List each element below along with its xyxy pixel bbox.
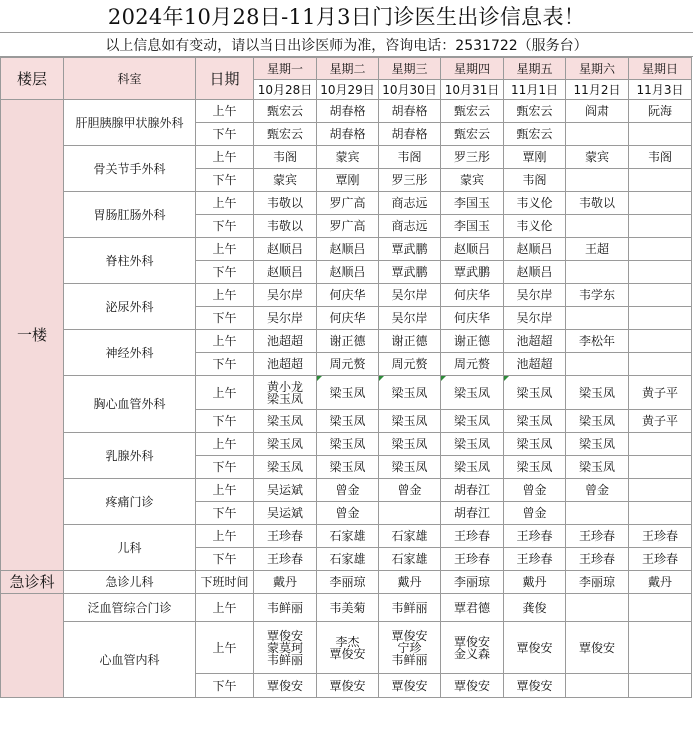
doctor-cell: 覃刚 [317,169,379,192]
doctor-cell: 韦阁 [629,146,692,169]
weekday-header: 星期四 [441,58,504,80]
header-floor: 楼层 [1,58,64,100]
doctor-cell: 吴尔岸 [504,284,566,307]
header-dept: 科室 [64,58,196,100]
doctor-cell: 梁玉凤 [379,456,441,479]
doctor-cell: 王珍春 [629,525,692,548]
table-row [1,571,692,594]
doctor-cell: 梁玉凤 [504,410,566,433]
period-label: 上午 [196,594,254,622]
doctor-cell: 周元赘 [379,353,441,376]
doctor-cell: 王珍春 [441,525,504,548]
doctor-cell [629,169,692,192]
doctor-cell: 石家雄 [379,525,441,548]
doctor-cell: 梁玉凤 [504,376,566,410]
doctor-cell: 梁玉凤 [317,433,379,456]
doctor-cell: 胡春江 [441,479,504,502]
doctor-cell: 梁玉凤 [441,433,504,456]
doctor-cell: 石家雄 [379,548,441,571]
doctor-cell [629,284,692,307]
doctor-cell: 戴丹 [379,571,441,594]
department-name: 乳腺外科 [64,433,196,479]
doctor-cell: 韦义伦 [504,192,566,215]
department-name: 疼痛门诊 [64,479,196,525]
doctor-cell: 李杰 覃俊安 [317,622,379,674]
period-label: 上午 [196,376,254,410]
doctor-cell: 甄宏云 [254,123,317,146]
department-name: 神经外科 [64,330,196,376]
doctor-cell: 罗三彤 [441,146,504,169]
doctor-cell: 梁玉凤 [254,410,317,433]
doctor-cell: 胡春格 [379,123,441,146]
doctor-cell [379,502,441,525]
department-name: 心血管内科 [64,622,196,698]
date-header: 11月1日 [504,80,566,100]
doctor-cell: 胡春格 [317,123,379,146]
doctor-cell: 甄宏云 [441,100,504,123]
doctor-cell: 梁玉凤 [379,376,441,410]
doctor-cell: 戴丹 [504,571,566,594]
doctor-cell [566,594,629,622]
period-label: 下午 [196,261,254,284]
doctor-cell: 梁玉凤 [254,433,317,456]
period-label: 上午 [196,100,254,123]
doctor-cell: 胡春江 [441,502,504,525]
doctor-cell [629,433,692,456]
period-label: 下午 [196,502,254,525]
doctor-cell: 韦敬以 [254,192,317,215]
period-label: 下午 [196,123,254,146]
doctor-cell: 王珍春 [441,548,504,571]
table-row [1,192,692,215]
doctor-cell [566,674,629,698]
doctor-cell [629,307,692,330]
doctor-cell: 覃俊安 [254,674,317,698]
doctor-cell: 甄宏云 [441,123,504,146]
doctor-cell: 覃刚 [504,146,566,169]
doctor-cell: 赵顺吕 [504,261,566,284]
doctor-cell: 梁玉凤 [504,456,566,479]
doctor-cell [629,192,692,215]
doctor-cell: 曾金 [317,502,379,525]
doctor-cell: 王珍春 [566,548,629,571]
doctor-cell [629,330,692,353]
doctor-cell: 曾金 [317,479,379,502]
doctor-cell: 覃君德 [441,594,504,622]
table-row [1,433,692,456]
schedule-table [0,57,692,698]
weekday-header: 星期六 [566,58,629,80]
doctor-cell: 周元赘 [441,353,504,376]
doctor-cell: 王珍春 [254,525,317,548]
doctor-cell: 李丽琼 [441,571,504,594]
doctor-cell [629,674,692,698]
doctor-cell: 韦敬以 [254,215,317,238]
doctor-cell: 赵顺吕 [254,238,317,261]
doctor-cell: 周元赘 [317,353,379,376]
doctor-cell: 吴尔岸 [254,284,317,307]
doctor-cell [566,307,629,330]
floor-label: 一楼 [1,100,64,571]
weekday-header: 星期五 [504,58,566,80]
period-label: 下午 [196,456,254,479]
doctor-cell: 覃武鹏 [379,261,441,284]
table-row [1,146,692,169]
period-label: 上午 [196,284,254,307]
department-name: 骨关节手外科 [64,146,196,192]
doctor-cell: 曾金 [566,479,629,502]
doctor-cell: 赵顺吕 [504,238,566,261]
doctor-cell: 李国玉 [441,215,504,238]
doctor-cell [566,502,629,525]
doctor-cell: 黄子平 [629,410,692,433]
department-name: 泛血管综合门诊 [64,594,196,622]
doctor-cell: 黄小龙 梁玉凤 [254,376,317,410]
header-date: 日期 [196,58,254,100]
doctor-cell: 吴尔岸 [504,307,566,330]
period-label: 上午 [196,433,254,456]
doctor-cell: 梁玉凤 [254,456,317,479]
doctor-cell: 梁玉凤 [379,433,441,456]
weekday-header: 星期日 [629,58,692,80]
doctor-cell [629,456,692,479]
doctor-cell [566,169,629,192]
date-header: 11月2日 [566,80,629,100]
doctor-cell: 梁玉凤 [566,410,629,433]
doctor-cell: 蒙宾 [566,146,629,169]
table-row [1,100,692,123]
date-header: 10月29日 [317,80,379,100]
doctor-cell: 王超 [566,238,629,261]
doctor-cell [566,353,629,376]
doctor-cell: 吴尔岸 [254,307,317,330]
department-name: 泌尿外科 [64,284,196,330]
doctor-cell: 梁玉凤 [441,456,504,479]
doctor-cell: 赵顺吕 [317,238,379,261]
doctor-cell: 谢正德 [379,330,441,353]
doctor-cell: 韦敬以 [566,192,629,215]
floor-label-blank [1,594,64,698]
doctor-cell: 胡春格 [379,100,441,123]
doctor-cell [566,261,629,284]
table-row [1,284,692,307]
date-header: 11月3日 [629,80,692,100]
period-label: 上午 [196,479,254,502]
doctor-cell: 李丽琼 [566,571,629,594]
department-name: 儿科 [64,525,196,571]
table-row [1,479,692,502]
period-label: 上午 [196,622,254,674]
doctor-cell: 石家雄 [317,525,379,548]
doctor-cell: 黄子平 [629,376,692,410]
table-row [1,330,692,353]
doctor-cell: 吴运斌 [254,502,317,525]
doctor-cell: 韦义伦 [504,215,566,238]
period-label: 下班时间 [196,571,254,594]
doctor-cell: 梁玉凤 [441,376,504,410]
table-row [1,622,692,674]
period-label: 下午 [196,215,254,238]
table-row [1,594,692,622]
doctor-cell: 胡春格 [317,100,379,123]
doctor-cell: 覃俊安 [566,622,629,674]
doctor-cell: 韦阁 [504,169,566,192]
table-row [1,525,692,548]
doctor-cell: 何庆华 [317,284,379,307]
period-label: 上午 [196,525,254,548]
doctor-cell: 赵顺吕 [254,261,317,284]
period-label: 上午 [196,330,254,353]
doctor-cell: 池超超 [504,330,566,353]
doctor-cell: 罗三彤 [379,169,441,192]
doctor-cell: 王珍春 [254,548,317,571]
table-row [1,376,692,410]
doctor-cell: 梁玉凤 [504,433,566,456]
doctor-cell: 韦阁 [254,146,317,169]
doctor-cell: 蒙宾 [317,146,379,169]
doctor-cell: 覃武鹏 [441,261,504,284]
doctor-cell: 覃俊安 [504,674,566,698]
doctor-cell: 何庆华 [317,307,379,330]
period-label: 上午 [196,192,254,215]
doctor-cell [629,261,692,284]
doctor-cell: 韦美菊 [317,594,379,622]
doctor-cell: 王珍春 [566,525,629,548]
doctor-cell: 梁玉凤 [566,376,629,410]
period-label: 下午 [196,548,254,571]
doctor-cell: 商志远 [379,215,441,238]
doctor-cell [629,594,692,622]
doctor-cell: 覃俊安 [504,622,566,674]
doctor-cell: 曾金 [504,479,566,502]
doctor-cell: 覃俊安 蒙莫珂 韦鲜丽 [254,622,317,674]
period-label: 下午 [196,353,254,376]
doctor-cell [629,353,692,376]
doctor-cell: 覃俊安 [441,674,504,698]
doctor-cell: 戴丹 [254,571,317,594]
department-name: 胸心血管外科 [64,376,196,433]
doctor-cell: 阮海 [629,100,692,123]
period-label: 下午 [196,674,254,698]
doctor-cell: 阎肃 [566,100,629,123]
doctor-cell: 李丽琼 [317,571,379,594]
department-name: 胃肠肛肠外科 [64,192,196,238]
doctor-cell: 梁玉凤 [317,456,379,479]
doctor-cell: 王珍春 [504,548,566,571]
department-name: 急诊儿科 [64,571,196,594]
period-label: 下午 [196,410,254,433]
doctor-cell: 赵顺吕 [441,238,504,261]
doctor-cell: 吴尔岸 [379,307,441,330]
floor-label: 急诊科 [1,571,64,594]
doctor-cell: 韦阁 [379,146,441,169]
doctor-cell: 王珍春 [629,548,692,571]
doctor-cell: 梁玉凤 [566,433,629,456]
weekday-header: 星期三 [379,58,441,80]
doctor-cell: 罗广高 [317,192,379,215]
doctor-cell: 池超超 [254,330,317,353]
date-header: 10月31日 [441,80,504,100]
doctor-cell: 蒙宾 [441,169,504,192]
doctor-cell: 吴运斌 [254,479,317,502]
doctor-cell: 李国玉 [441,192,504,215]
doctor-cell: 韦鲜丽 [254,594,317,622]
weekday-header: 星期一 [254,58,317,80]
doctor-cell: 罗广高 [317,215,379,238]
doctor-cell [629,215,692,238]
doctor-cell: 甄宏云 [504,123,566,146]
doctor-cell: 覃武鹏 [379,238,441,261]
doctor-cell [566,123,629,146]
department-name: 肝胆胰腺甲状腺外科 [64,100,196,146]
doctor-cell: 池超超 [254,353,317,376]
doctor-cell: 商志远 [379,192,441,215]
period-label: 下午 [196,169,254,192]
doctor-cell: 梁玉凤 [379,410,441,433]
doctor-cell [629,123,692,146]
doctor-cell [629,479,692,502]
doctor-cell: 李松年 [566,330,629,353]
period-label: 下午 [196,307,254,330]
doctor-cell [629,502,692,525]
weekday-header: 星期二 [317,58,379,80]
doctor-cell: 覃俊安 [317,674,379,698]
doctor-cell: 王珍春 [504,525,566,548]
notice-text: 以上信息如有变动，请以当日出诊医师为准，咨询电话：2531722（服务台） [0,33,693,57]
doctor-cell: 蒙宾 [254,169,317,192]
doctor-cell: 韦鲜丽 [379,594,441,622]
doctor-cell [566,215,629,238]
doctor-cell: 梁玉凤 [317,410,379,433]
date-header: 10月30日 [379,80,441,100]
doctor-cell: 赵顺吕 [317,261,379,284]
doctor-cell: 韦学东 [566,284,629,307]
doctor-cell: 梁玉凤 [317,376,379,410]
table-row [1,238,692,261]
period-label: 上午 [196,146,254,169]
doctor-cell: 池超超 [504,353,566,376]
doctor-cell: 梁玉凤 [441,410,504,433]
doctor-cell: 何庆华 [441,284,504,307]
period-label: 上午 [196,238,254,261]
doctor-cell: 谢正德 [317,330,379,353]
department-name: 脊柱外科 [64,238,196,284]
page-title: 2024年10月28日-11月3日门诊医生出诊信息表！ [0,0,693,33]
doctor-cell: 甄宏云 [504,100,566,123]
doctor-cell [629,238,692,261]
doctor-cell: 覃俊安 金义森 [441,622,504,674]
doctor-cell: 何庆华 [441,307,504,330]
doctor-cell: 覃俊安 [379,674,441,698]
doctor-cell: 甄宏云 [254,100,317,123]
doctor-cell: 吴尔岸 [379,284,441,307]
doctor-cell: 曾金 [379,479,441,502]
doctor-cell: 梁玉凤 [566,456,629,479]
doctor-cell: 曾金 [504,502,566,525]
doctor-cell: 石家雄 [317,548,379,571]
doctor-cell: 覃俊安 宁珍 韦鲜丽 [379,622,441,674]
doctor-cell [629,622,692,674]
doctor-cell: 戴丹 [629,571,692,594]
date-header: 10月28日 [254,80,317,100]
doctor-cell: 龚俊 [504,594,566,622]
doctor-cell: 谢正德 [441,330,504,353]
